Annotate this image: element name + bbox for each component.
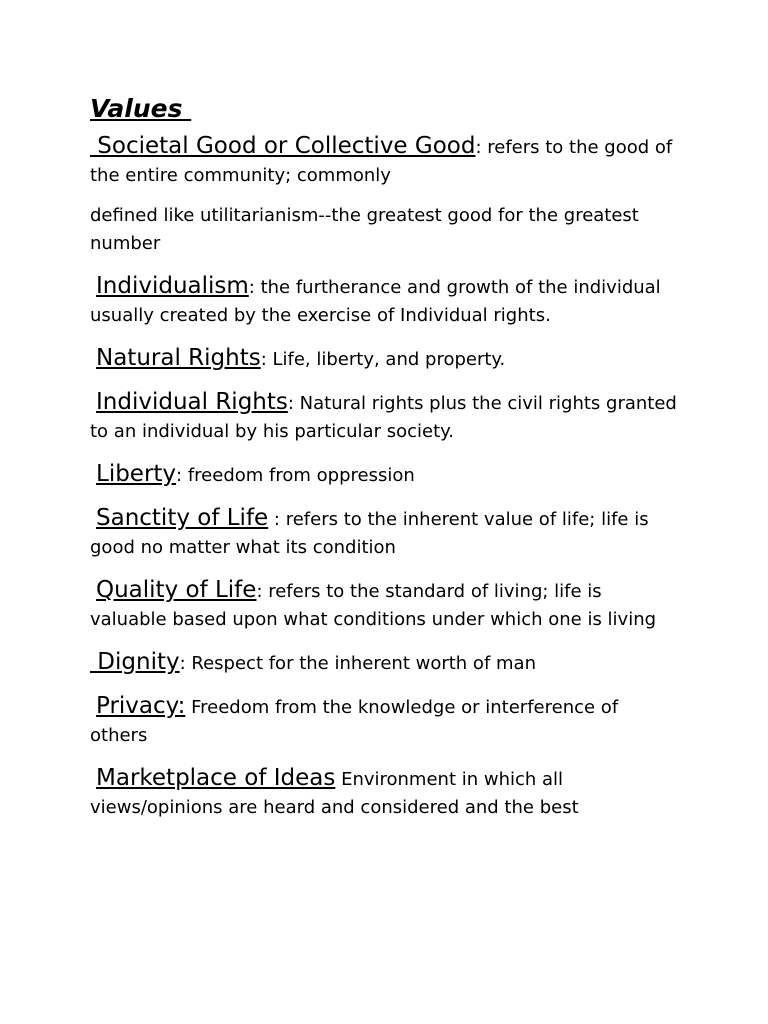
entry-definition: : Life, liberty, and property. [260, 349, 506, 370]
entry-societal-good-continued [90, 202, 680, 258]
entry-individual-rights [90, 388, 680, 446]
entry-societal-good [90, 132, 680, 190]
entry-quality-of-life [90, 576, 680, 634]
entry-term: Sanctity of Life [96, 505, 269, 531]
entry-term: Quality of Life [96, 577, 257, 603]
entry-natural-rights [90, 344, 680, 374]
entry-definition: : refers to the inherent value of life; life is good no matter what its condition [90, 509, 649, 558]
entry-individualism [90, 272, 680, 330]
entry-definition: : freedom from oppression [176, 465, 415, 486]
entry-term: Liberty [96, 461, 177, 487]
entry-term: Dignity [90, 649, 180, 675]
entry-privacy [90, 692, 680, 750]
entry-definition: : refers to the good of the entire community; commonly [90, 137, 673, 186]
entry-definition: defined like utilitarianism--the greatest good for the greatest number [90, 205, 639, 254]
entry-term: Natural Rights [96, 345, 261, 371]
document-page [90, 92, 680, 836]
entry-term: Societal Good or Collective Good [90, 133, 476, 159]
entry-sanctity-of-life [90, 504, 680, 562]
entry-definition: : Natural rights plus the civil rights granted to an individual by his particular society. [90, 393, 677, 442]
entry-dignity [90, 648, 680, 678]
entry-definition: : the furtherance and growth of the individual usually created by the exercise of Individual rights. [90, 277, 661, 326]
entry-marketplace-of-ideas [90, 764, 680, 822]
entry-definition: : refers to the standard of living; life is valuable based upon what conditions under which one is living [90, 581, 657, 630]
entry-term: Individual Rights [96, 389, 288, 415]
entry-definition: : Respect for the inherent worth of man [179, 653, 536, 674]
entry-term: Individualism [96, 273, 249, 299]
document-title: Values [90, 94, 192, 123]
entry-definition: Environment in which all views/opinions are heard and considered and the best [90, 769, 579, 818]
entry-term: Privacy: [96, 693, 186, 719]
entry-definition: Freedom from the knowledge or interference of others [90, 697, 619, 746]
entry-term: Marketplace of Ideas [96, 765, 336, 791]
entry-liberty [90, 460, 680, 490]
